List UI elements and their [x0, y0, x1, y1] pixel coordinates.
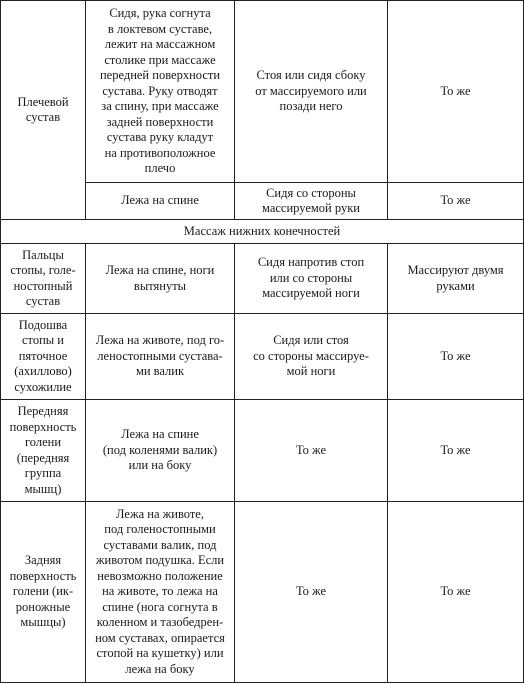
zone-cell: Плечевой сустав — [1, 1, 86, 220]
note-cell: То же — [388, 314, 524, 400]
patient-position-cell: Сидя, рука согнута в локтевом суставе, лежит на массажном столике при массаже передней поверхности сустава. Руку отводят за спину, при массаже задней поверхности сустава руку кладут на противоположное плечо — [86, 1, 235, 183]
zone-cell: Задняя поверхность голени (ик- роножные мышцы) — [1, 502, 86, 683]
note-cell: То же — [388, 400, 524, 502]
patient-position-cell: Лежа на животе, под го- леностопными сустава- ми валик — [86, 314, 235, 400]
table-row — [1, 244, 524, 314]
section-header-row — [1, 220, 524, 244]
masseur-position-cell: То же — [235, 502, 388, 683]
note-cell: То же — [388, 183, 524, 220]
zone-cell: Передняя поверхность голени (передняя группа мышц) — [1, 400, 86, 502]
masseur-position-cell: Сидя напротив стоп или со стороны массируемой ноги — [235, 244, 388, 314]
patient-position-cell: Лежа на животе, под голеностопными суставами валик, под животом подушка. Если невозможно положение на животе, то лежа на спине (нога согнута в коленном и тазобедрен- ном суставах, опирается стопой на кушетку) или лежа на боку — [86, 502, 235, 683]
table-row — [1, 400, 524, 502]
masseur-position-cell: Сидя или стоя со стороны массируе- мой ноги — [235, 314, 388, 400]
zone-cell: Подошва стопы и пяточное (ахиллово) сухожилие — [1, 314, 86, 400]
section-title: Массаж нижних конечностей — [1, 220, 524, 244]
table-row — [1, 1, 524, 183]
table-row — [1, 314, 524, 400]
note-cell: То же — [388, 502, 524, 683]
patient-position-cell: Лежа на спине (под коленями валик) или на боку — [86, 400, 235, 502]
patient-position-cell: Лежа на спине, ноги вытянуты — [86, 244, 235, 314]
masseur-position-cell: То же — [235, 400, 388, 502]
note-cell: Массируют двумя руками — [388, 244, 524, 314]
zone-cell: Пальцы стопы, голе- ностопный сустав — [1, 244, 86, 314]
note-cell: То же — [388, 1, 524, 183]
patient-position-cell: Лежа на спине — [86, 183, 235, 220]
table-row — [1, 502, 524, 683]
masseur-position-cell: Стоя или сидя сбоку от массируемого или позади него — [235, 1, 388, 183]
masseur-position-cell: Сидя со стороны массируемой руки — [235, 183, 388, 220]
